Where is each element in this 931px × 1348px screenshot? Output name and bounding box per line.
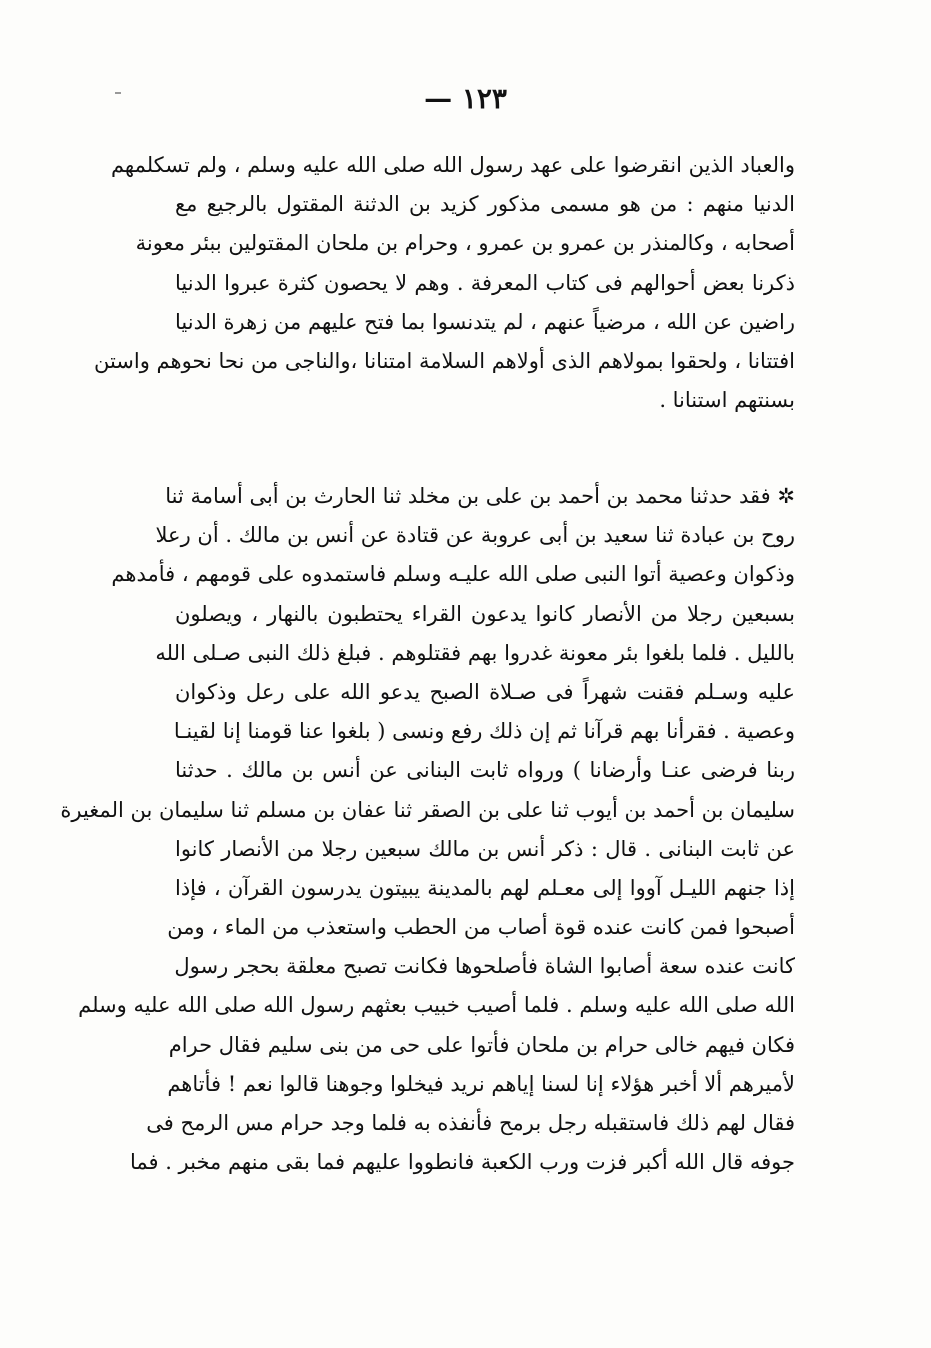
text-line: بسنتهم استنانا . <box>659 388 795 413</box>
text-line: فكان فيهم خالى حرام بن ملحان فأتوا على حى من بنى سليم فقال حرام <box>168 1032 795 1057</box>
text-line: فقال لهم ذلك فاستقبله رجل برمح فأنفذه به فلما وجد حرام مس الرمح فى <box>146 1111 795 1135</box>
text-line: سليمان بن أحمد بن أيوب ثنا على بن الصقر ثنا عفان بن مسلم ثنا سليمان بن المغيرة <box>60 797 795 822</box>
text-line: ذكرنا بعض أحوالهم فى كتاب المعرفة . وهم لا يحصون كثرة عبروا الدنيا <box>175 270 795 295</box>
text-line: والعباد الذين انقرضوا على عهد رسول الله صلى الله عليه وسلم ، ولم تسكلمهم <box>110 153 795 177</box>
text-line: عن ثابت البنانى . قال : ذكر أنس بن مالك سبعين رجلا من الأنصار كانوا <box>175 836 795 861</box>
text-line: بسبعين رجلا من الأنصار كانوا يدعون القراء يحتطبون بالنهار ، ويصلون <box>175 601 795 626</box>
text-line: ✲ فقد حدثنا محمد بن أحمد بن على بن مخلد ثنا الحارث بن أبى أسامة ثنا <box>165 484 795 508</box>
text-line: راضين عن الله ، مرضياً عنهم ، لم يتدنسوا بما فتح عليهم من زهرة الدنيا <box>175 309 795 334</box>
text-line: الدنيا منهم : من هو مسمى مذكور كزيد بن الدثنة المقتول بالرجيع مع <box>175 192 795 217</box>
text-line: عليه وسـلم فقنت شهراً فى صـلاة الصبح يدعو الله على رعل وذكوان <box>175 679 795 704</box>
text-line: بالليل . فلما بلغوا بئر معونة غدروا بهم فقتلوهم . فبلغ ذلك النبى صـلى الله <box>155 640 795 665</box>
paragraph-1 <box>93 146 795 420</box>
page-number: — ١٢٣ <box>424 82 507 115</box>
text-line: لأميرهم ألا أخبر هؤلاء إنا لسنا إياهم نريد فيخلوا وجوهنا قالوا نعم ! فأتاهم <box>167 1071 795 1096</box>
paragraph-2 <box>60 477 795 1182</box>
text-line: إذا جنهم الليـل آووا إلى معـلم لهم بالمدينة يبيتون يدرسون القرآن ، فإذا <box>175 875 795 900</box>
text-line: جوفه قال الله أكبر فزت ورب الكعبة فانطووا عليهم فما بقى منهم مخبر . فما <box>129 1150 795 1175</box>
text-line: روح بن عبادة ثنا سعيد بن أبى عروبة عن قتادة عن أنس بن مالك . أن رعلا <box>155 523 795 548</box>
text-line: افتتانا ، ولحقوا بمولاهم الذى أولاهم السلامة امتنانا ،والناجى من نحا نحوهم واستن <box>93 348 795 373</box>
text-line: وعصية . فقرأنا بهم قرآنا ثم إن ذلك رفع ونسى ( بلغوا عنا قومنا إنا لقينـا <box>173 719 795 744</box>
text-line: وذكوان وعصية أتوا النبى صلى الله عليـه وسلم فاستمدوه على قومهم ، فأمدهم <box>111 562 795 587</box>
text-line: أصبحوا فمن كانت عنده قوة أصاب من الحطب واستعذب من الماء ، ومن <box>167 915 795 940</box>
text-line: ربنا فرضى عنـا وأرضانا ) ورواه ثابت البنانى عن أنس بن مالك . حدثنا <box>175 758 795 783</box>
text-line: الله صلى الله عليه وسلم . فلما أصيب خبيب بعثهم رسول الله صلى الله عليه وسلم <box>78 993 795 1018</box>
text-line: كانت عنده سعة أصابوا الشاة فأصلحوها فكانت تصبح معلقة بحجر رسول <box>174 954 795 979</box>
text-line: أصحابه ، وكالمنذر بن عمرو بن عمرو ، وحرام بن ملحان المقتولين ببئر معونة <box>135 231 795 256</box>
